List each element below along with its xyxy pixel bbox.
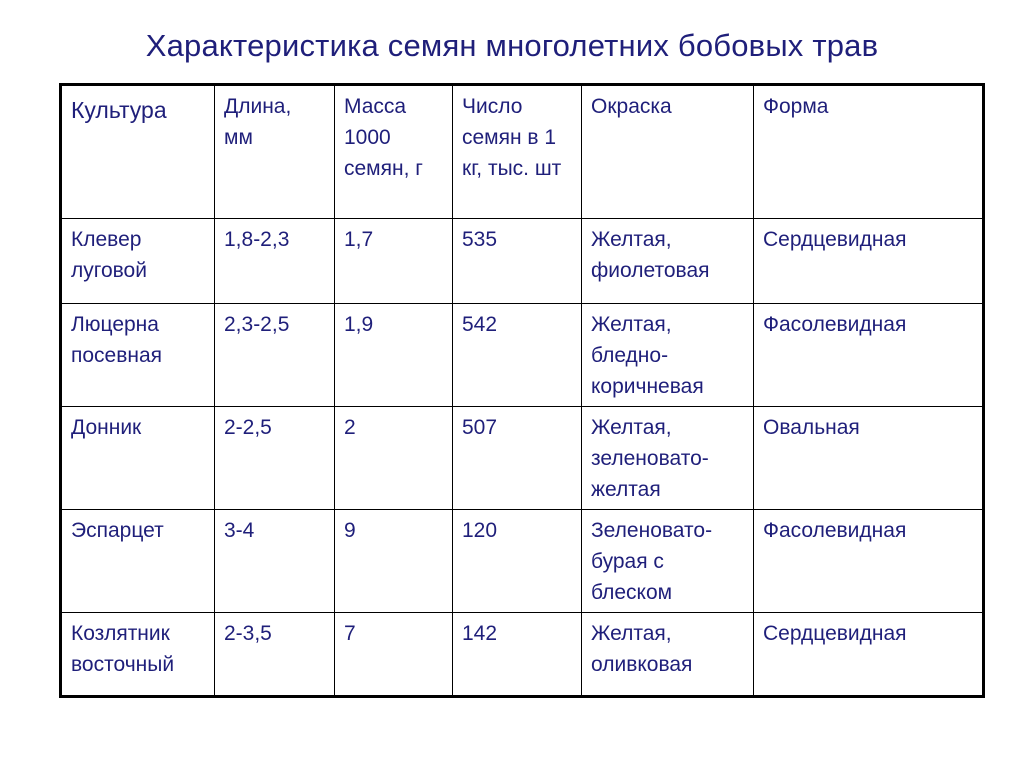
cell-mass: 9: [335, 510, 453, 613]
cell-shape: Сердцевидная: [754, 613, 984, 697]
cell-length: 2,3-2,5: [215, 304, 335, 407]
header-length: Длина, мм: [215, 85, 335, 219]
cell-shape: Фасолевидная: [754, 510, 984, 613]
cell-mass: 1,9: [335, 304, 453, 407]
cell-seeds-per-kg: 507: [453, 407, 582, 510]
cell-color: Желтая, бледно-коричневая: [582, 304, 754, 407]
cell-length: 3-4: [215, 510, 335, 613]
header-culture: Культура: [61, 85, 215, 219]
slide-title: Характеристика семян многолетних бобовых трав: [145, 28, 879, 63]
header-seeds-per-kg: Число семян в 1 кг, тыс. шт: [453, 85, 582, 219]
table-row: [61, 407, 984, 510]
cell-seeds-per-kg: 542: [453, 304, 582, 407]
cell-mass: 7: [335, 613, 453, 697]
cell-mass: 1,7: [335, 219, 453, 304]
header-shape: Форма: [754, 85, 984, 219]
cell-mass: 2: [335, 407, 453, 510]
table-row: [61, 613, 984, 697]
cell-color: Желтая, зеленовато-желтая: [582, 407, 754, 510]
table-row: [61, 510, 984, 613]
cell-culture: Клевер луговой: [61, 219, 215, 304]
header-color: Окраска: [582, 85, 754, 219]
table-row: [61, 304, 984, 407]
table-header-row: [61, 85, 984, 219]
cell-culture: Эспарцет: [61, 510, 215, 613]
cell-culture: Люцерна посевная: [61, 304, 215, 407]
cell-culture: Донник: [61, 407, 215, 510]
cell-color: Желтая, оливковая: [582, 613, 754, 697]
cell-shape: Сердцевидная: [754, 219, 984, 304]
cell-length: 1,8-2,3: [215, 219, 335, 304]
cell-seeds-per-kg: 120: [453, 510, 582, 613]
cell-length: 2-2,5: [215, 407, 335, 510]
cell-color: Желтая, фиолетовая: [582, 219, 754, 304]
cell-seeds-per-kg: 142: [453, 613, 582, 697]
cell-shape: Фасолевидная: [754, 304, 984, 407]
header-mass-1000: Масса 1000 семян, г: [335, 85, 453, 219]
table-row: [61, 219, 984, 304]
cell-shape: Овальная: [754, 407, 984, 510]
cell-seeds-per-kg: 535: [453, 219, 582, 304]
cell-color: Зеленовато-бурая с блеском: [582, 510, 754, 613]
seed-characteristics-table: [59, 83, 985, 698]
cell-culture: Козлятник восточный: [61, 613, 215, 697]
cell-length: 2-3,5: [215, 613, 335, 697]
